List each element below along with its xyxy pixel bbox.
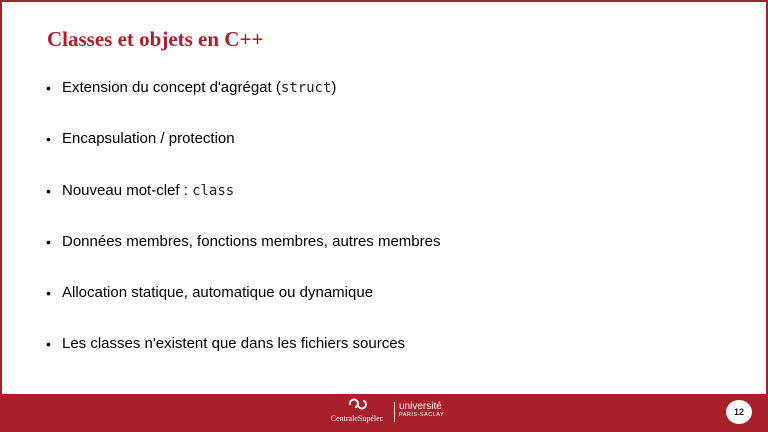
slide-title: Classes et objets en C++ — [47, 27, 264, 51]
bullet-text: Les classes n'existent que dans les fichiers sources — [62, 335, 406, 353]
bullet-dot: • — [46, 336, 51, 353]
universite-paris-saclay-logo — [399, 401, 444, 419]
bullet-list — [46, 78, 440, 386]
bullet-dot: • — [46, 233, 51, 250]
bullet-item — [46, 181, 440, 232]
bullet-item — [46, 283, 440, 334]
page-number-badge: 12 — [726, 400, 752, 424]
bullet-dot: • — [46, 182, 51, 199]
bullet-suffix: ) — [331, 79, 337, 96]
bullet-code: struct — [280, 80, 332, 96]
bullet-item — [46, 78, 440, 129]
centralesupelec-logo — [324, 397, 390, 427]
footer-bar — [2, 394, 766, 430]
bullet-code: class — [192, 182, 235, 199]
bullet-text: Encapsulation / protection — [62, 130, 235, 148]
bullet-dot: • — [46, 131, 51, 148]
bullet-text: Allocation statique, automatique ou dynamique — [62, 284, 374, 302]
bullet-text: Données membres, fonctions membres, autres membres — [62, 232, 441, 250]
bullet-text: Extension du concept d'agrégat ( — [62, 79, 281, 96]
bullet-dot: • — [46, 80, 51, 96]
centralesupelec-logo-text: CentraleSupélec — [330, 414, 384, 423]
bullet-item — [46, 334, 440, 385]
bullet-text: Nouveau mot-clef : — [62, 181, 193, 199]
bullet-dot: • — [46, 285, 51, 302]
universite-logo-text: université — [399, 401, 442, 412]
bullet-item — [46, 129, 440, 180]
bullet-item — [46, 232, 440, 283]
paris-saclay-logo-text: PARIS-SACLAY — [399, 412, 445, 418]
centralesupelec-mark-icon — [324, 397, 390, 413]
logo-divider — [394, 402, 395, 422]
